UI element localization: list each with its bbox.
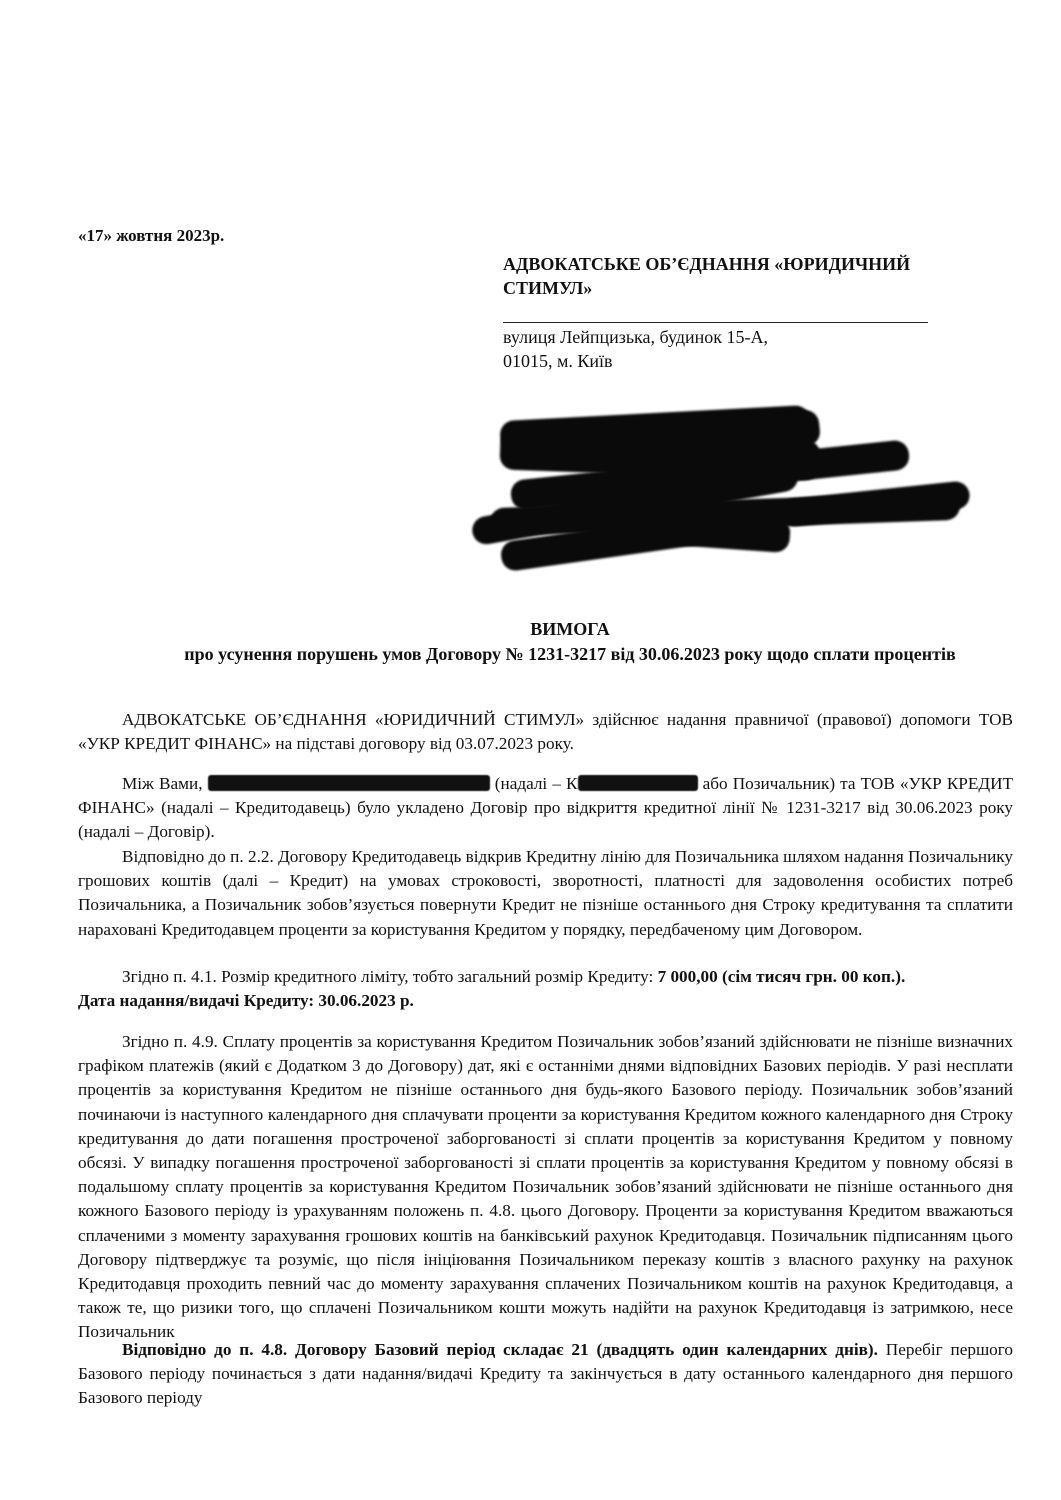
- divider-line: [503, 322, 928, 323]
- document-title: [140, 617, 1000, 667]
- sender-org-name: АДВОКАТСЬКЕ ОБ’ЄДНАННЯ «ЮРИДИЧНИЙ СТИМУЛ»: [503, 254, 911, 298]
- sender-address-line2: 01015, м. Київ: [503, 351, 613, 371]
- redacted-alias: [578, 775, 698, 791]
- paragraph-1: АДВОКАТСЬКЕ ОБ’ЄДНАННЯ «ЮРИДИЧНИЙ СТИМУЛ» здійснює надання правничої (правової) допомоги ТОВ «УКР КРЕДИТ ФІНАНС» на підставі договору від 03.07.2023 року.: [78, 710, 1013, 754]
- paragraph-2: Між Вами, (надалі – К або Позичальник) та ТОВ «УКР КРЕДИТ ФІНАНС» (надалі – Кредитодавець) було укладено Договір про відкриття кредитної лінії № 1231-3217 від 30.06.2023 року (надалі – Договір).: [78, 774, 1013, 842]
- title-subtitle: про усунення порушень умов Договору № 1231-3217 від 30.06.2023 року щодо сплати процентів: [184, 644, 956, 664]
- sender-block: [503, 252, 933, 373]
- paragraph-5: Згідно п. 4.9. Сплату процентів за користування Кредитом Позичальник зобов’язаний здійснювати не пізніше визначних графіком платежів (який є Додатком 3 до Договору) дат, які є останніми днями відповідних Базових періодів. У разі несплати процентів за користування Кредитом не пізніше останнього дня будь-якого Базового періоду. Позичальник зобов’язаний починаючи із наступного календарного дня сплачувати проценти за користування Кредитом кожного календарного дня Строку кредитування до дати погашення простроченої заборгованості зі сплати процентів за користування Кредитом у повному обсязі. У випадку погашення простроченої заборгованості зі сплати процентів за користування Кредитом у повному обсязі в подальшому сплату процентів за користування Кредитом Позичальник зобов’язаний здійснювати не пізніше останнього дня кожного Базового періоду із урахуванням положень п. 4.8. цього Договору. Проценти за користування Кредитом вважаються сплаченими з моменту зарахування грошових коштів на банківський рахунок Кредитодавця. Позичальник підписанням цього Договору підтверджує та розуміє, що після ініціювання Позичальником переказу коштів з власного рахунку на рахунок Кредитодавця проходить певний час до моменту зарахування сплачених Позичальником коштів на рахунок Кредитодавця, а також те, що ризики того, що сплачені Позичальником кошти можуть надійти на рахунок Кредитодавця із затримкою, несе Позичальник: [78, 1032, 1013, 1342]
- paragraph-4: Згідно п. 4.1. Розмір кредитного ліміту, тобто загальний розмір Кредиту: 7 000,00 (сім тисяч грн. 00 коп.). Дата надання/видачі Кредиту: 30.06.2023 р.: [78, 965, 1013, 1013]
- sender-address-line1: вулиця Лейпцизька, будинок 15-А,: [503, 327, 769, 347]
- paragraph-6: Відповідно до п. 4.8. Договору Базовий період складає 21 (двадцять один календарних днів). Перебіг першого Базового періоду починається з дати надання/видачі Кредиту та закінчується в дату останнього календарного дня першого Базового періоду: [78, 1340, 1013, 1408]
- title-main: ВИМОГА: [530, 619, 610, 639]
- credit-issue-date: Дата надання/видачі Кредиту: 30.06.2023 р.: [78, 991, 414, 1011]
- redacted-recipient-block: [470, 405, 1000, 570]
- paragraph-3: Відповідно до п. 2.2. Договору Кредитодавець відкрив Кредитну лінію для Позичальника шляхом надання Позичальнику грошових коштів (далі – Кредит) на умовах строковості, зворотності, платності для задоволення особистих потреб Позичальника, а Позичальник зобов’язується повернути Кредит не пізніше останнього дня Строку кредитування та сплатити нараховані Кредитодавцем проценти за користування Кредитом у порядку, передбаченому цим Договором.: [78, 847, 1013, 939]
- redacted-name: [208, 775, 490, 791]
- document-date: «17» жовтня 2023р.: [78, 226, 225, 245]
